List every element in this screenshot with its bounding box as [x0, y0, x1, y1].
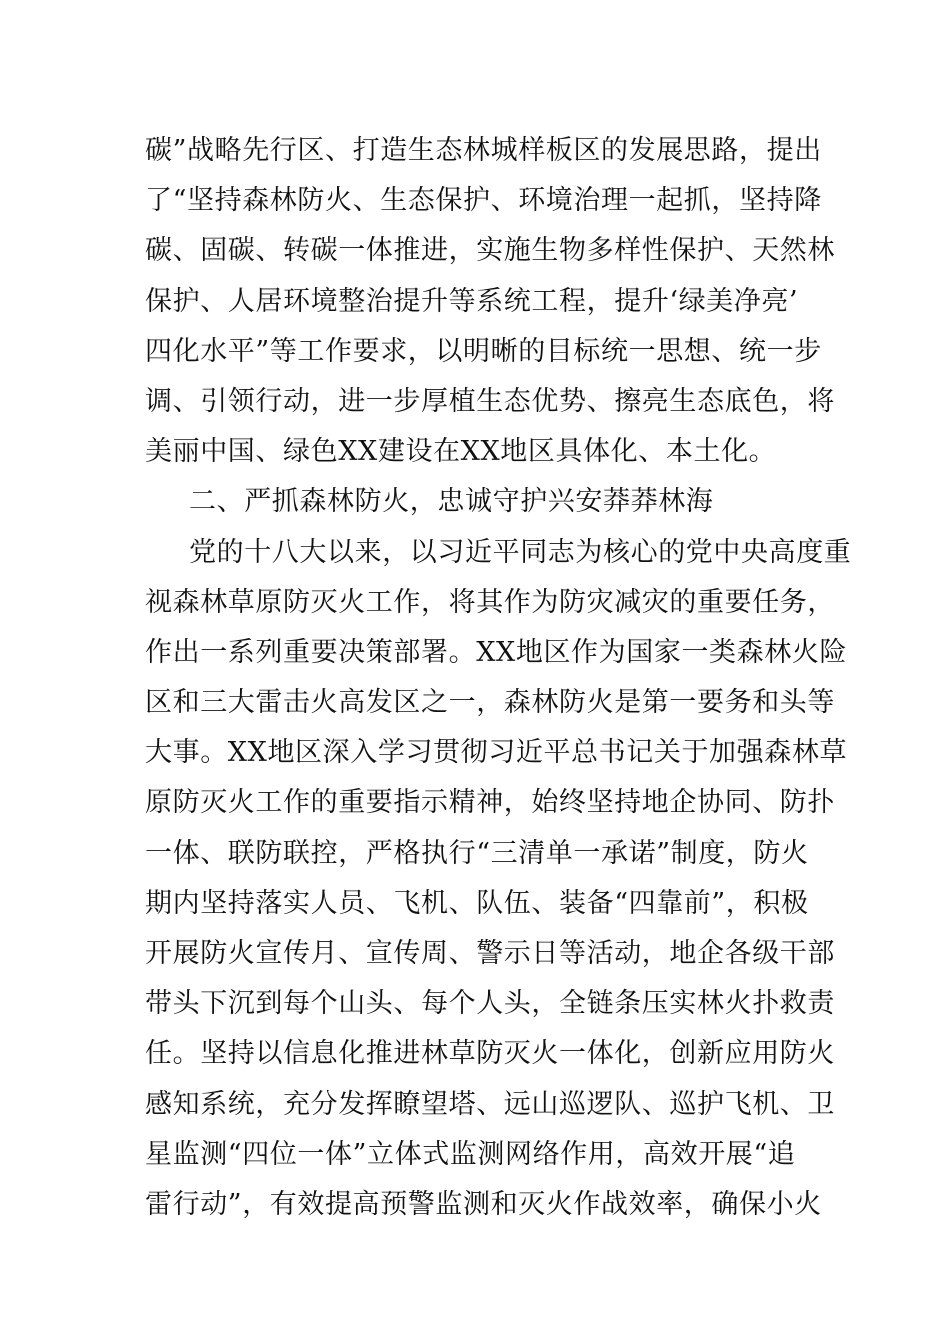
text-line: 区和三大雷击火高发区之一，森林防火是第一要务和头等: [145, 687, 835, 719]
text-line: 感知系统，充分发挥瞭望塔、远山巡逻队、巡护飞机、卫: [145, 1088, 835, 1120]
text-line: 原防灭火工作的重要指示精神，始终坚持地企协同、防扑: [145, 787, 835, 819]
text-line: 了“坚持森林防火、生态保护、环境治理一起抓，坚持降: [145, 185, 822, 217]
paragraph-start-line: 党的十八大以来，以习近平同志为核心的党中央高度重: [189, 536, 852, 568]
text-line: 视森林草原防灭火工作，将其作为防灾减灾的重要任务，: [145, 586, 835, 618]
text-line: 四化水平”等工作要求，以明晰的目标统一思想、统一步: [145, 335, 822, 367]
text-line: 一体、联防联控，严格执行“三清单一承诺”制度，防火: [145, 837, 809, 869]
text-line: 美丽中国、绿色XX建设在XX地区具体化、本土化。: [145, 436, 777, 468]
body-text: [145, 126, 852, 1230]
text-line: 雷行动”，有效提高预警监测和灭火作战效率，确保小火: [145, 1188, 822, 1220]
text-line: 开展防火宣传月、宣传周、警示日等活动，地企各级干部: [145, 938, 835, 969]
text-line: 期内坚持落实人员、飞机、队伍、装备“四靠前”，积极: [145, 887, 809, 919]
text-line: 碳、固碳、转碳一体推进，实施生物多样性保护、天然林: [145, 235, 835, 267]
text-line: 作出一系列重要决策部署。XX地区作为国家一类森林火险: [145, 636, 848, 668]
text-line: 大事。XX地区深入学习贯彻习近平总书记关于加强森林草: [145, 737, 848, 769]
text-line: 碳”战略先行区、打造生态林城样板区的发展思路，提出: [145, 135, 822, 166]
text-line: 任。坚持以信息化推进林草防灭火一体化，创新应用防火: [145, 1038, 835, 1070]
text-line: 星监测“四位一体”立体式监测网络作用，高效开展“追: [145, 1138, 796, 1170]
text-line: 带头下沉到每个山头、每个人头，全链条压实林火扑救责: [145, 988, 835, 1020]
text-line: 保护、人居环境整治提升等系统工程，提升‘绿美净亮’: [145, 285, 799, 317]
text-line: 调、引领行动，进一步厚植生态优势、擦亮生态底色，将: [145, 385, 835, 417]
section-heading: 二、严抓森林防火，忠诚守护兴安莽莽林海: [189, 486, 714, 518]
